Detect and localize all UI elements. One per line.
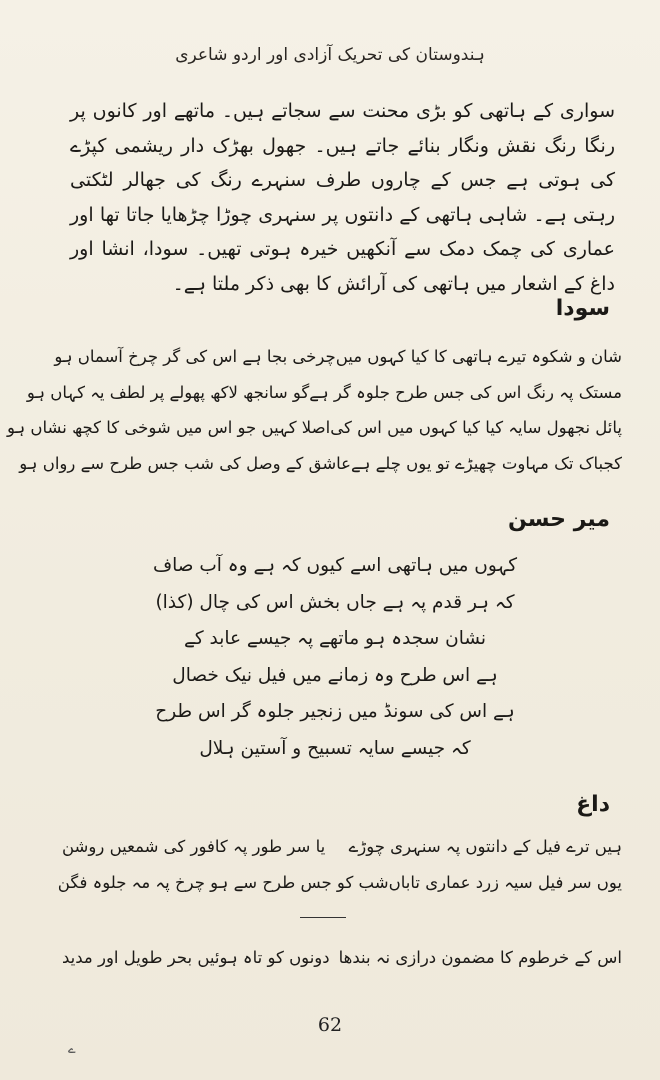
running-header: ہندوستان کی تحریک آزادی اور اردو شاعری: [175, 45, 485, 65]
second-hemistich: اصلا کہیں جو اس میں شوخی کا کچھ نشاں ہو: [6, 418, 331, 437]
body-paragraph: سواری کے ہاتھی کو بڑی محنت سے سجاتے ہیں۔ ماتھے اور کانوں پر رنگا رنگ نقش ونگار بنائے جاتے ہیں۔ جھول بھڑک دار ریشمی کپڑے کی ہوتی ہے جس کے چاروں طرف سنہرے رنگ کی جھالر لٹکتی رہتی ہے۔ شاہی ہاتھی کے دانتوں پر سنہری چوڑا چڑھایا جاتا تھا اور عماری کی چمک دمک سے آنکھیں خیرہ ہوتی تھیں۔ سودا، انشا اور داغ کے اشعار میں ہاتھی کی آرائش کا بھی ذکر ملتا ہے۔: [70, 100, 615, 295]
verse-line: کہ جیسے سایہ تسبیح و آستین ہلال: [199, 737, 471, 759]
verse-line: کہ ہر قدم پہ ہے جاں بخش اس کی چال (کذا): [155, 591, 515, 613]
verse-line: نشان سجدہ ہو ماتھے پہ جیسے عابد کے: [183, 628, 487, 649]
couplet: [54, 339, 622, 375]
couplet: [6, 410, 622, 446]
first-hemistich: مستک پہ رنگ اس کی جس طرح جلوہ گر ہے: [309, 382, 622, 402]
dagh-couplets: [57, 829, 622, 900]
verse-line: ہے اس طرح وہ زمانے میں فیل نیک خصال: [172, 664, 498, 686]
couplet: [57, 865, 622, 901]
verse-line: ہے اس کی سونڈ میں زنجیر جلوہ گر اس طرح: [155, 701, 515, 722]
couplet: [19, 446, 622, 482]
sauda-couplets: [6, 339, 622, 481]
footnote-divider: [300, 917, 346, 918]
page-number: 62: [317, 1014, 343, 1036]
first-hemistich: اس کے خرطوم کا مضمون درازی نہ بندھا: [338, 948, 622, 967]
stray-mark: ے: [68, 1042, 76, 1057]
footnote: [62, 940, 622, 976]
section-heading-mir-hasan: میر حسن: [508, 507, 610, 532]
second-hemistich: دونوں کو تاہ ہوئیں بحر طویل اور مدید: [62, 948, 330, 967]
couplet: [62, 829, 622, 865]
first-hemistich: یوں سر فیل سیہ زرد عماری تاباں: [388, 872, 622, 892]
couplet: [26, 375, 622, 411]
first-hemistich: شان و شکوہ تیرے ہاتھی کا کیا کہوں میں: [335, 347, 622, 366]
second-hemistich: گو سانجھ لاکھ پھولے پر لطف یہ کہاں ہو: [26, 382, 310, 402]
second-hemistich: شب کو جس طرح سے ہو چرخ پہ مہ جلوہ فگن: [57, 872, 389, 892]
footnote-couplet: [62, 940, 622, 976]
second-hemistich: چرخی بجا ہے اس کی گر چرخ آسماں ہو: [54, 347, 336, 366]
first-hemistich: ہیں ترے فیل کے دانتوں پہ سنہری چوڑے: [348, 837, 622, 856]
section-heading-dagh: داغ: [576, 792, 610, 817]
second-hemistich: یا سر طور پہ کافور کی شمعیں روشن: [62, 837, 326, 856]
first-hemistich: پائل نجھول سایہ کیا کیا کہوں میں اس کی: [330, 418, 622, 437]
mir-hasan-verses: [120, 548, 550, 767]
verse-line: کہوں میں ہاتھی اسے کیوں کہ ہے وہ آب صاف: [152, 555, 518, 576]
first-hemistich: کجباک تک مہاوت چھیڑے تو یوں چلے ہے: [351, 453, 622, 473]
second-hemistich: عاشق کے وصل کی شب جس طرح سے رواں ہو: [19, 453, 352, 473]
section-heading-sauda: سودا: [555, 296, 610, 321]
